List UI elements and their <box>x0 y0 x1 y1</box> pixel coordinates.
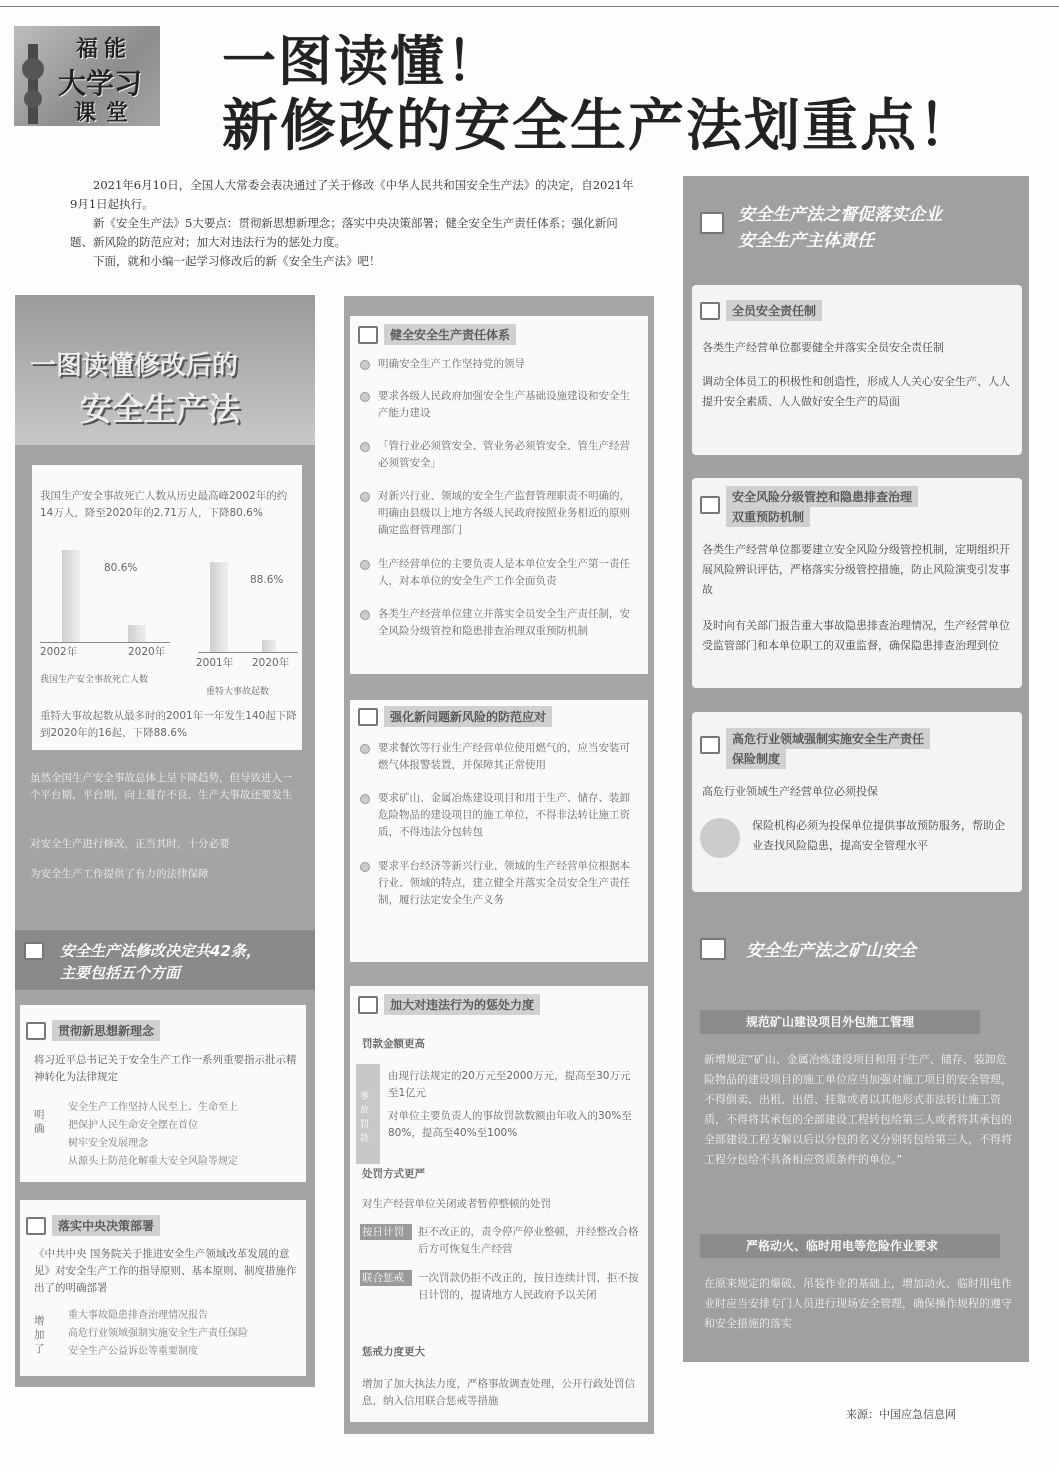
stat1: 我国生产安全事故死亡人数从历史最高峰2002年的约14万人，降至2020年的2.71万人，下降80.6% <box>40 490 288 519</box>
r-c2-p1: 各类生产经营单位都要建立安全风险分级管控机制，定期组织开展风险辨识评估，严格落实分级管控措施，防止风险演变引发事故 <box>702 543 1010 596</box>
logo <box>14 26 160 126</box>
r-c3-icon <box>700 736 720 754</box>
left-banner-line1: 一图读懂修改后的 <box>30 351 239 381</box>
bullet-dot <box>360 862 370 872</box>
mid-s1-item: 对新兴行业、领域的安全生产监督管理职责不明确的，明确由县级以上地方各级人民政府按照业务相近的原则确定监督管理部门 <box>378 490 630 536</box>
intro-p3: 下面，就和小编一起学习修改后的新《安全生产法》吧！ <box>93 254 381 268</box>
page-title-line2: 新修改的安全生产法划重点！ <box>222 94 976 159</box>
mid-s1-title: 健全安全生产责任体系 <box>384 324 516 345</box>
chart2-x2: 2020年 <box>252 657 290 669</box>
mid-s3-p2: 对单位主要负责人的事故罚款数额由年收入的30%至80%，提高至40%至100% <box>388 1110 632 1139</box>
right-h1-line1: 安全生产法之督促落实企业 <box>738 205 942 225</box>
bar-2002 <box>62 550 80 642</box>
r-c3-title2: 保险制度 <box>726 748 786 769</box>
logo-line3: 课堂 <box>74 100 139 126</box>
gray3: 为安全生产工作提供了有力的法律保障 <box>30 868 209 880</box>
axis1 <box>40 642 170 643</box>
mid-s2-item: 要求矿山、金属冶炼建设项目和用于生产、储存、装卸危险物品的建设项目的施工单位，不得非法转让施工资质，不得违法分包转包 <box>378 792 630 838</box>
sec1-item: 把保护人民生命安全摆在首位 <box>68 1120 198 1131</box>
gray1: 虽然全国生产安全事故总体上呈下降趋势，但导致进入一个平台期，平台期，向上蔓存不良，生产大事故还要发生 <box>30 772 293 801</box>
mid-s3-tag2: 联合惩戒 <box>362 1272 404 1284</box>
tower-icon <box>28 44 38 124</box>
sec1-item: 从源头上防范化解重大安全风险等规定 <box>68 1156 238 1167</box>
mid-s3-k1: 罚款金额更高 <box>362 1038 425 1050</box>
mid-s3-p6: 增加了加大执法力度，严格事故调查处理，公开行政处罚信息，纳入信用联合惩戒等措施 <box>362 1378 635 1407</box>
mid-s1-item: 明确安全生产工作坚持党的领导 <box>378 358 525 370</box>
chart2-pct: 88.6% <box>250 574 284 586</box>
bullet-dot <box>360 744 370 754</box>
r-c3-p1: 高危行业领域生产经营单位必须投保 <box>702 785 878 798</box>
r-m2-title: 严格动火、临时用电等危险作业要求 <box>746 1239 939 1253</box>
r-m1-p: 新增规定“矿山、金属冶炼建设项目和用于生产、储存、装卸危险物品的建设项目的施工单位应当加强对施工项目的安全管理，不得倒卖、出租、出借、挂靠或者以其他形式非法转让施工资质，不得将其承包的全部建设工程转包给第三人或者将其承包的全部建设工程支解以后以分包的名义分别转包给第三人，不得将工程分包给不具备相应资质条件的单位。” <box>704 1053 1012 1166</box>
intro <box>70 176 640 271</box>
chart1-x2: 2020年 <box>128 646 166 658</box>
mid-s3-p1: 由现行法规定的20万元至2000万元，提高至30万元至1亿元 <box>388 1070 631 1099</box>
bar-2020b <box>262 640 276 652</box>
source-credit: 来源：中国应急信息网 <box>846 1408 956 1421</box>
bar-2020 <box>128 625 146 642</box>
sec1-item: 安全生产工作坚持人民至上、生命至上 <box>68 1102 238 1113</box>
left-banner-line2: 安全生产法 <box>80 390 241 428</box>
r-c3-p2: 保险机构必须为投保单位提供事故预防服务，帮助企业查找风险隐患，提高安全管理水平 <box>752 819 1005 852</box>
mid-s1-item: 要求各级人民政府加强安全生产基础设施建设和安全生产能力建设 <box>378 390 630 419</box>
blue-title1: 安全生产法修改决定共42条， <box>60 942 261 960</box>
sec1-item: 树牢安全发展理念 <box>68 1138 148 1149</box>
mid-s3-p4: 拒不改正的，责令停产停业整顿，并经整改合格后方可恢复生产经营 <box>418 1226 639 1255</box>
mid-s2-item: 要求平台经济等新兴行业、领域的生产经营单位根据本行业、领域的特点，建立健全并落实全员安全生产责任制，履行法定安全生产义务 <box>378 860 630 906</box>
mid-s3-title: 加大对违法行为的惩处力度 <box>384 994 540 1015</box>
r-m2-p: 在原来规定的爆破、吊装作业的基础上，增加动火、临时用电作业时应当安排专门人员进行现场安全管理，确保操作规程的遵守和安全措施的落实 <box>704 1277 1012 1330</box>
r-c2-title2: 双重预防机制 <box>726 506 810 527</box>
gray2: 对安全生产进行修改，正当其时，十分必要 <box>30 838 230 850</box>
sec2-title: 落实中央决策部署 <box>52 1215 160 1236</box>
sec2-item: 安全生产公益诉讼等重要制度 <box>68 1346 198 1357</box>
top-rule <box>0 6 1059 7</box>
mid-s1-item: 各类生产经营单位建立并落实全员安全生产责任制，安全风险分级管控和隐患排查治理双重预防机制 <box>378 608 630 637</box>
sec2-icon <box>26 1217 46 1235</box>
mid-s1-item: 「管行业必须管安全、管业务必须管安全、管生产经营必须管安全」 <box>378 440 630 469</box>
sec1-desc: 将习近平总书记关于安全生产工作一系列重要指示批示精神转化为法律规定 <box>34 1054 297 1083</box>
chart1-x1: 2002年 <box>40 646 78 658</box>
mid-s3-k2: 处罚方式更严 <box>362 1168 425 1180</box>
blue-title2: 主要包括五个方面 <box>60 964 181 982</box>
r-c1-p1: 各类生产经营单位都要健全并落实全员安全责任制 <box>702 341 944 354</box>
mid-s3-tag1: 按日计罚 <box>362 1226 404 1238</box>
chart2-caption: 重特大事故起数 <box>206 687 270 697</box>
stat2: 重特大事故起数从最多时的2001年一年发生140起下降到2020年的16起，下降88.6% <box>40 710 297 739</box>
bullet-dot <box>360 492 370 502</box>
r-m1-title: 规范矿山建设项目外包施工管理 <box>746 1015 915 1029</box>
chart2-x1: 2001年 <box>196 657 234 669</box>
mid-s3-icon <box>358 996 378 1014</box>
right-h1-line2: 安全生产主体责任 <box>738 231 874 251</box>
sec1-icon <box>26 1022 46 1040</box>
mid-s1-item: 生产经营单位的主要负责人是本单位安全生产第一责任人，对本单位的安全生产工作全面负责 <box>378 558 630 587</box>
sec1-title: 贯彻新思想新理念 <box>52 1020 160 1041</box>
bar-2001 <box>210 562 228 652</box>
mid-s3-p3: 对生产经营单位关闭或者暂停整顿的处罚 <box>362 1198 551 1210</box>
mine-cart-icon <box>700 938 726 960</box>
bullet-dot <box>360 442 370 452</box>
bullet-dot <box>360 610 370 620</box>
gavel-icon <box>700 212 724 234</box>
chart1-caption: 我国生产安全事故死亡人数 <box>40 675 149 685</box>
person-icon <box>700 818 740 858</box>
r-c3-title1: 高危行业领域强制实施安全生产责任 <box>726 728 930 749</box>
r-c1-title: 全员安全责任制 <box>726 300 822 321</box>
mid-s2-item: 要求餐饮等行业生产经营单位使用燃气的，应当安装可燃气体报警装置，并保障其正常使用 <box>378 742 630 771</box>
bullet-dot <box>360 360 370 370</box>
r-c2-icon <box>700 496 720 514</box>
sec2-item: 高危行业领域强制实施安全生产责任保险 <box>68 1328 248 1339</box>
page-title-line1: 一图读懂！ <box>222 30 502 93</box>
document-icon <box>24 942 44 960</box>
bullet-dot <box>360 794 370 804</box>
chart1-pct: 80.6% <box>104 562 138 574</box>
right-h2: 安全生产法之矿山安全 <box>746 941 916 961</box>
logo-line2: 大学习 <box>58 67 143 100</box>
mid-s3-p5: 一次罚款仍拒不改正的，按日连续计罚，拒不按日计罚的，提请地方人民政府予以关闭 <box>418 1272 639 1301</box>
logo-line1: 福能 <box>76 36 133 62</box>
intro-p2: 新《安全生产法》5大要点：贯彻新思想新理念；落实中央决策部署；健全安全生产责任体系；强化新问题、新风险的防范应对；加大对违法行为的惩处力度。 <box>70 216 618 249</box>
mid-s2-icon <box>358 708 378 726</box>
intro-p1: 2021年6月10日，全国人大常委会表决通过了关于修改《中华人民共和国安全生产法》的决定，自2021年9月1日起执行。 <box>70 178 634 211</box>
mid-s3-k3: 惩戒力度更大 <box>362 1346 425 1358</box>
r-c1-p2: 调动全体员工的积极性和创造性，形成人人关心安全生产、人人提升安全素质、人人做好安全生产的局面 <box>702 375 1010 408</box>
r-c1-icon <box>700 302 720 320</box>
sec2-desc: 《中共中央 国务院关于推进安全生产领域改革发展的意见》对安全生产工作的指导原则、基本原则、制度措施作出了的明确部署 <box>34 1248 297 1294</box>
mid-s1-icon <box>358 326 378 344</box>
mid-s2-title: 强化新问题新风险的防范应对 <box>384 706 552 727</box>
sec2-item: 重大事故隐患排查治理情况报告 <box>68 1310 208 1321</box>
sec1-side: 明确 <box>34 1109 45 1135</box>
mid-s3-side: 事故罚款 <box>360 1092 370 1144</box>
bullet-dot <box>360 392 370 402</box>
bullet-dot <box>360 560 370 570</box>
sec2-side: 增加了 <box>34 1315 45 1355</box>
axis2 <box>198 652 298 653</box>
r-c2-title1: 安全风险分级管控和隐患排查治理 <box>726 486 918 507</box>
r-c2-p2: 及时向有关部门报告重大事故隐患排查治理情况，生产经营单位受监管部门和本单位职工的双重监督，确保隐患排查治理到位 <box>702 619 1010 652</box>
